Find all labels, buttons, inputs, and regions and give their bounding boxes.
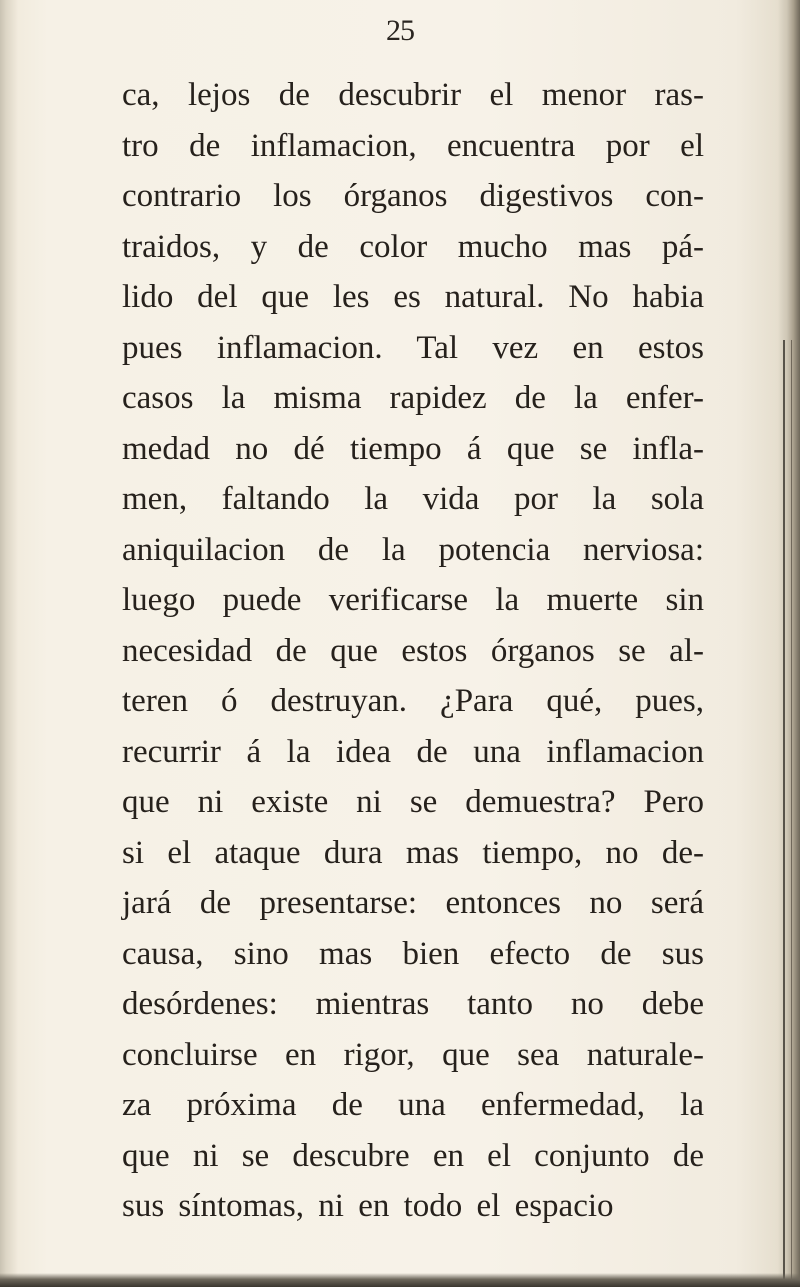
text-line: concluirse en rigor, que sea naturale- xyxy=(122,1036,704,1073)
text-line: si el ataque dura mas tiempo, no de- xyxy=(122,834,704,871)
text-line: desórdenes: mientras tanto no debe xyxy=(122,986,704,1022)
text-line: jará de presentarse: entonces no será xyxy=(122,885,704,921)
text-line: pues inflamacion. Tal vez en estos xyxy=(122,329,704,366)
text-line: ca, lejos de descubrir el menor ras- xyxy=(122,77,704,113)
text-line: que ni existe ni se demuestra? Pero xyxy=(122,784,704,820)
page-bottom-edge xyxy=(0,1273,800,1287)
text-line: za próxima de una enfermedad, la xyxy=(122,1087,704,1123)
text-line: traidos, y de color mucho mas pá- xyxy=(122,228,704,265)
text-line: aniquilacion de la potencia nerviosa: xyxy=(122,531,704,568)
text-line: casos la misma rapidez de la enfer- xyxy=(122,380,704,416)
text-line: que ni se descubre en el conjunto de xyxy=(122,1137,704,1174)
text-line: necesidad de que estos órganos se al- xyxy=(122,632,704,669)
text-line: recurrir á la idea de una inflamacion xyxy=(122,733,704,770)
page-left-edge xyxy=(0,0,18,1287)
text-line: luego puede verificarse la muerte sin xyxy=(122,582,704,618)
text-line: contrario los órganos digestivos con- xyxy=(122,178,704,214)
text-line: teren ó destruyan. ¿Para qué, pues, xyxy=(122,683,704,719)
text-line: tro de inflamacion, encuentra por el xyxy=(122,127,704,164)
text-line: causa, sino mas bien efecto de sus xyxy=(122,935,704,972)
page-stack-edge xyxy=(783,340,792,1280)
page-number: 25 xyxy=(386,14,414,47)
body-text xyxy=(122,70,704,1232)
text-line: lido del que les es natural. No habia xyxy=(122,279,704,315)
text-line: men, faltando la vida por la sola xyxy=(122,481,704,517)
text-line: medad no dé tiempo á que se infla- xyxy=(122,430,704,467)
text-line-last: sus síntomas, ni en todo el espacio xyxy=(122,1188,614,1224)
